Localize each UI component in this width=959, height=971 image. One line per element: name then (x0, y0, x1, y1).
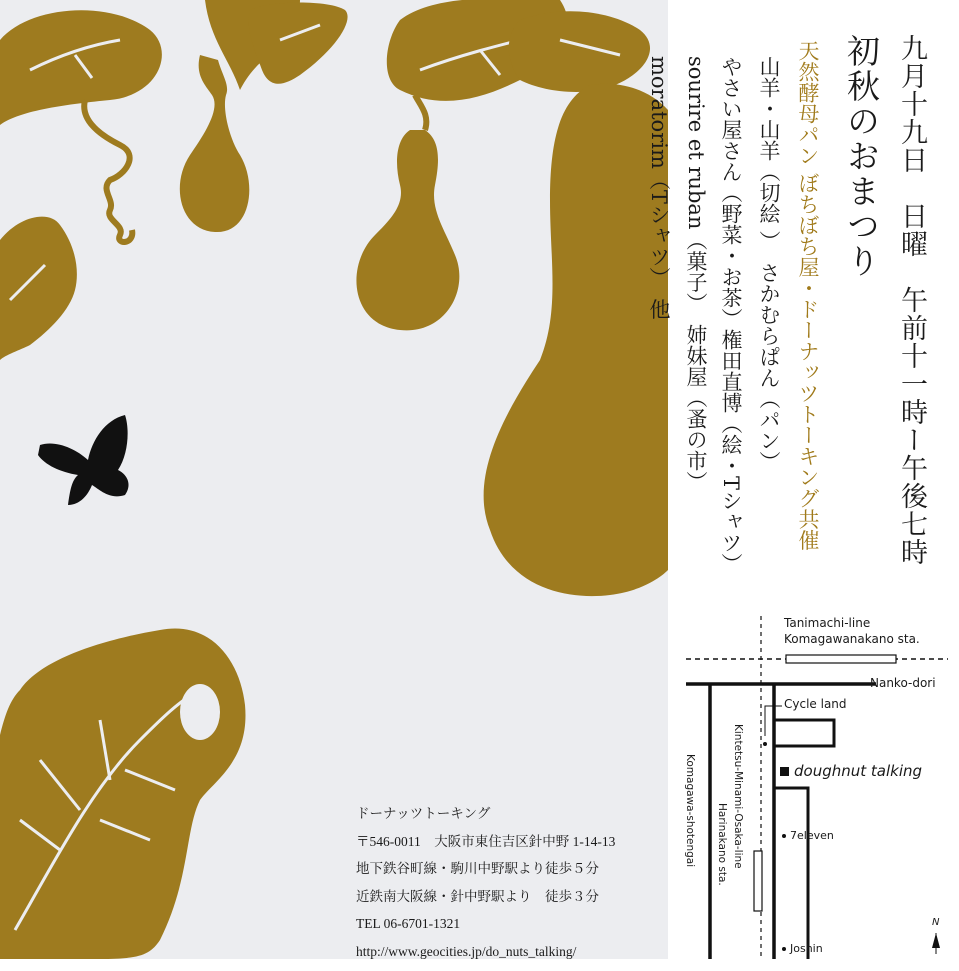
moth-icon (38, 415, 129, 505)
kintetsu-line-label: Kintetsu-Minami-Osaka-line (732, 724, 744, 869)
shop-name: ドーナッツトーキング (356, 806, 615, 834)
komagawa-shotengai-label: Komagawa-shotengai (684, 754, 696, 867)
north-label: N (932, 917, 939, 928)
vendor-line: moratorim（Tシャツ） 他 (648, 56, 669, 319)
access-map (668, 596, 959, 959)
access-subway: 地下鉄谷町線・駒川中野駅より徒歩５分 (356, 861, 615, 889)
cycle-land-label: Cycle land (784, 697, 847, 711)
gourd-icon (484, 84, 668, 596)
leaf-icon (0, 10, 162, 125)
leaf-icon (249, 3, 348, 84)
komagawanakano-station-label: Komagawanakano sta. (784, 632, 920, 646)
event-date: 九月十九日 日曜 午前十一時ー午後七時 (898, 34, 925, 566)
seven-eleven-label: 7eleven (790, 829, 834, 842)
access-kintetsu: 近鉄南大阪線・針中野駅より 徒歩３分 (356, 889, 615, 917)
telephone: TEL 06-6701-1321 (356, 916, 615, 944)
event-title: 初秋のおまつり (845, 34, 878, 279)
tanimachi-line-label: Tanimachi-line (784, 616, 870, 630)
leaf-icon (0, 217, 77, 360)
address-block (356, 806, 615, 971)
leaf-icon (0, 628, 245, 959)
vendor-line: やさい屋さん（野菜・お茶）権田直博（絵・Tシャツ） (720, 56, 741, 574)
website-url[interactable]: http://www.geocities.jp/do_nuts_talking/ (356, 944, 615, 971)
doughnut-talking-label: doughnut talking (794, 762, 922, 780)
nanko-dori-label: Nanko-dori (870, 676, 936, 690)
harinakano-station-label: Harinakano sta. (716, 803, 728, 886)
joshin-label: Joshin (790, 942, 823, 955)
postal-address: 〒546-0011 大阪市東住吉区針中野 1-14-13 (356, 834, 615, 862)
vendor-line: sourire et ruban（菓子） 姉妹屋（蚤の市） (685, 56, 706, 492)
gourd-icon (356, 130, 459, 330)
event-organizer: 天然酵母パン ぼちぼち屋・ドーナッツトーキング共催 (797, 40, 818, 551)
vendor-line: 山羊・山羊（切絵 ） さかむらぱん（パン） (758, 56, 779, 472)
leaf-icon (509, 11, 650, 92)
